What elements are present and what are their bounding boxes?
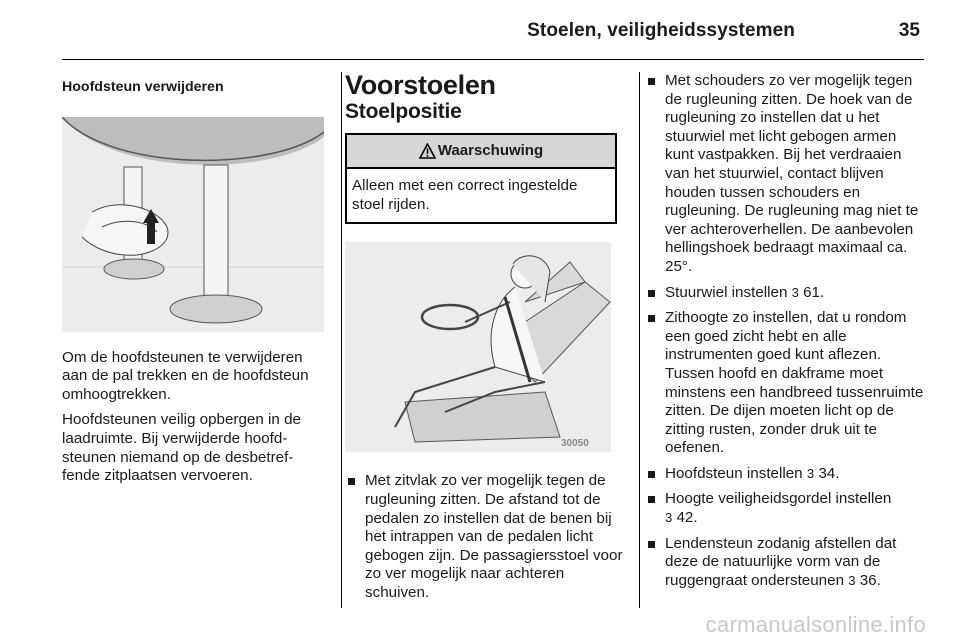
list-item: [645, 490, 925, 527]
list-item-text: Zithoogte zo instellen, dat u rondom een goed zicht hebt en alle instrumenten goed kunt aflezen. Tussen hoofd en dakframe moet minstens een handbreed tussenruimte zitten. De dijen moeten licht op de zitting rusten, zonder druk uit te oefenen.: [665, 309, 924, 457]
bullet-square-icon: [648, 496, 655, 503]
paragraph: Hoofdsteunen veilig opbergen in de laadruimte. Bij verwijderde hoofdsteunen niemand op de desbetreffende zitplaatsen vervoeren.: [62, 411, 301, 485]
page-reference-icon: 3: [665, 510, 673, 526]
list-item-text: Met zitvlak zo ver mogelijk tegen de rugleuning zitten. De afstand tot de pedalen zo instellen dat de benen bij het intrappen van de pedalen licht gebogen zijn. De passagiersstoel voor zo ver mogelijk naar achteren schuiven.: [365, 472, 623, 601]
left-column: [62, 70, 324, 493]
column-divider: [639, 72, 640, 608]
seat-position-illustration: [345, 242, 611, 452]
header-rule: [62, 59, 924, 60]
list-item: [645, 309, 925, 458]
paragraph: Om de hoofdsteunen te verwijderen aan de pal trekken en de hoofdsteun omhoogtrekken.: [62, 348, 309, 403]
bullet-square-icon: [648, 315, 655, 322]
page-reference[interactable]: 36.: [859, 571, 881, 589]
column-divider: [341, 72, 342, 608]
list-item: [345, 472, 623, 602]
page-reference-icon: 3: [806, 465, 815, 481]
warning-triangle-icon: [419, 143, 436, 159]
list-item-text: Met schouders zo ver mogelijk tegen de rugleuning zitten. De hoek van de rugleuning zo instellen dat u het stuurwiel met licht gebogen armen kunt vastpakken. Bij het verdraaien van het stuurwiel, contact blijven houden tussen schouders en rugleuning. De rugleuning mag niet te ver achteroverhellen. De aanbevolen hellingshoek bedraagt maximaal ca. 25°.: [665, 72, 919, 275]
headrest-illustration-svg: [62, 117, 324, 332]
bullet-list: [645, 72, 925, 590]
bullet-square-icon: [648, 290, 655, 297]
bullet-square-icon: [648, 471, 655, 478]
list-item-text: Stuurwiel instellen: [665, 283, 788, 301]
warning-box: [345, 133, 617, 224]
page-reference[interactable]: 34.: [818, 464, 840, 482]
page-reference-icon: 3: [791, 284, 799, 300]
page-reference[interactable]: 42.: [676, 509, 698, 527]
section-heading: Voorstoelen: [345, 70, 496, 100]
page-reference[interactable]: 61.: [803, 283, 825, 301]
list-item: [645, 284, 925, 303]
list-item: [645, 535, 925, 591]
watermark: carmanualsonline.info: [705, 612, 926, 637]
page-reference-icon: 3: [848, 572, 856, 588]
headrest-removal-illustration: [62, 117, 324, 332]
bullet-square-icon: [648, 541, 655, 548]
seat-illustration-svg: [345, 242, 611, 452]
page-title: Stoelen, veiligheidssystemen: [527, 20, 795, 41]
middle-column: [345, 70, 623, 610]
section-subheading: Stoelpositie: [345, 99, 462, 123]
warning-text: Alleen met een correct ingestelde stoel rijden.: [352, 177, 578, 213]
page-number: 35: [898, 20, 920, 41]
warning-header: [347, 135, 615, 169]
right-column: [645, 70, 925, 597]
bullet-list: [345, 472, 623, 602]
list-item-text: Hoogte veiligheidsgordel instellen: [665, 490, 892, 508]
warning-title: Waarschuwing: [437, 141, 544, 159]
figure-number: 30050: [561, 438, 589, 450]
list-item-text: Hoofdsteun instellen: [665, 464, 803, 482]
bullet-square-icon: [348, 478, 355, 485]
bullet-square-icon: [648, 78, 655, 85]
list-item-text: Lendensteun zodanig afstellen dat deze de natuurlijke vorm van de ruggengraat ondersteunen: [665, 534, 897, 589]
list-item: [645, 72, 925, 277]
list-item: [645, 465, 925, 484]
section-subheading: Hoofdsteun verwijderen: [62, 79, 224, 95]
